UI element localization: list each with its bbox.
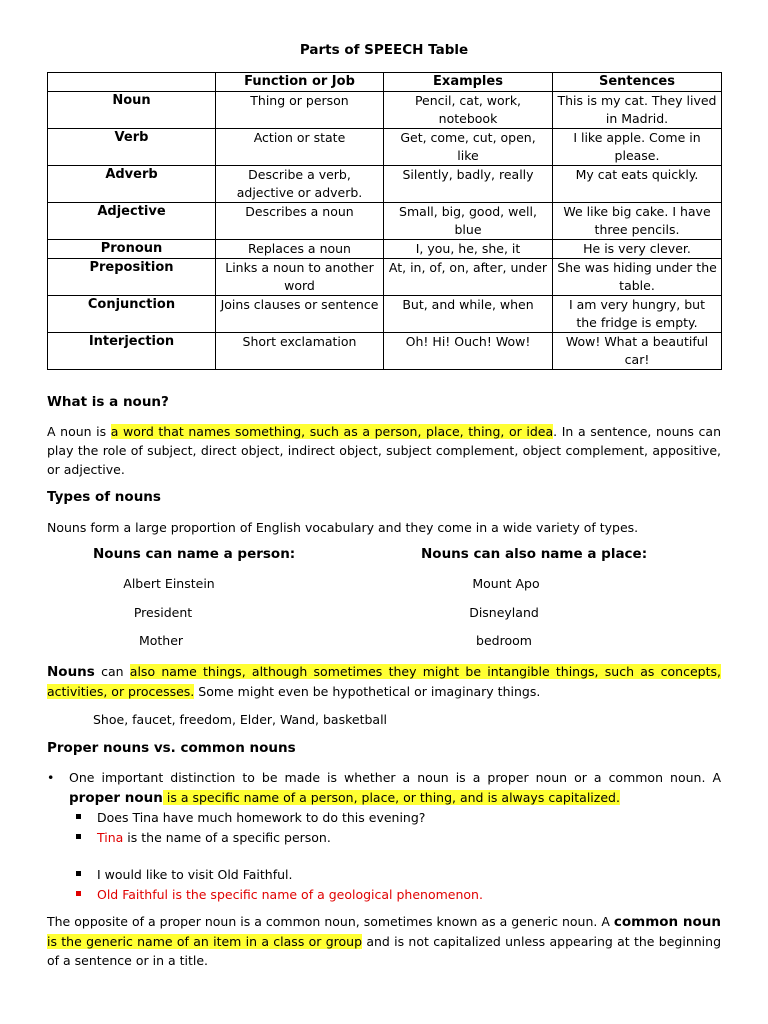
table-row (48, 166, 722, 203)
function-cell: Describes a noun (216, 203, 384, 240)
table-row (48, 92, 722, 129)
part-of-speech-cell: Adverb (48, 166, 216, 203)
highlighted-text: is a specific name of a person, place, or thing, and is always capitalized. (162, 789, 620, 805)
examples-cell: Oh! Hi! Ouch! Wow! (384, 333, 553, 370)
text-span: The opposite of a proper noun is a common noun, sometimes known as a generic noun. A (47, 914, 614, 929)
part-of-speech-cell: Adjective (48, 203, 216, 240)
sentences-cell: I am very hungry, but the fridge is empty. (553, 296, 722, 333)
text-span: A noun is (47, 424, 111, 439)
highlighted-text: a word that names something, such as a person, place, thing, or idea (110, 424, 554, 439)
sentences-cell: We like big cake. I have three pencils. (553, 203, 722, 240)
function-cell: Describe a verb, adjective or adverb. (216, 166, 384, 203)
bold-term: Nouns (47, 664, 95, 680)
parts-of-speech-table (47, 72, 722, 370)
document-title: Parts of SPEECH Table (299, 42, 469, 58)
examples-cell: Silently, badly, really (384, 166, 553, 203)
text-span: is the name of a specific person. (123, 829, 331, 845)
person-column-heading: Nouns can name a person: (93, 546, 296, 562)
function-cell: Action or state (216, 129, 384, 166)
person-example: President (133, 605, 193, 620)
square-bullet-icon (76, 871, 81, 876)
function-cell: Joins clauses or sentence (216, 296, 384, 333)
sentences-cell: She was hiding under the table. (553, 259, 722, 296)
function-cell: Thing or person (216, 92, 384, 129)
red-text: Old Faithful is the specific name of a geological phenomenon. (97, 886, 483, 902)
red-text: Tina (97, 829, 124, 845)
examples-cell: Pencil, cat, work, notebook (384, 92, 553, 129)
place-example: Disneyland (469, 605, 539, 620)
bold-term: proper noun (69, 789, 163, 806)
sentences-cell: Wow! What a beautiful car! (553, 333, 722, 370)
proper-vs-common-heading: Proper nouns vs. common nouns (47, 740, 296, 756)
sentences-cell: This is my cat. They lived in Madrid. (553, 92, 722, 129)
part-of-speech-cell: Verb (48, 129, 216, 166)
highlighted-text: is the generic name of an item in a class or group (47, 934, 363, 949)
person-example: Albert Einstein (123, 576, 215, 591)
proper-noun-list (47, 768, 721, 904)
examples-cell: I, you, he, she, it (384, 240, 553, 259)
table-header-cell (48, 73, 216, 92)
noun-things-paragraph (47, 662, 721, 701)
function-cell: Replaces a noun (216, 240, 384, 259)
square-bullet-icon (76, 891, 81, 896)
sub-list-item (47, 808, 721, 828)
sub-list-item (47, 865, 721, 885)
part-of-speech-cell: Pronoun (48, 240, 216, 259)
table-header-cell: Examples (384, 73, 553, 92)
place-column-heading: Nouns can also name a place: (421, 546, 648, 562)
text-span: One important distinction to be made is whether a noun is a proper noun or a common noun. A (69, 770, 721, 785)
part-of-speech-cell: Preposition (48, 259, 216, 296)
square-bullet-icon (76, 814, 81, 819)
common-noun-paragraph (47, 912, 721, 970)
examples-cell: At, in, of, on, after, under (384, 259, 553, 296)
person-example: Mother (138, 633, 184, 648)
text-span: . In a sentence, nouns can play the role of subject, direct object, indirect object, subject complement, object complement, appositive, or adjective. (47, 424, 721, 477)
sentences-cell: He is very clever. (553, 240, 722, 259)
table-row (48, 240, 722, 259)
examples-cell: Small, big, good, well, blue (384, 203, 553, 240)
function-cell: Short exclamation (216, 333, 384, 370)
text-span: can (94, 664, 130, 679)
text-span: Some might even be hypothetical or imaginary things. (194, 684, 541, 699)
sentences-cell: I like apple. Come in please. (553, 129, 722, 166)
sentences-cell: My cat eats quickly. (553, 166, 722, 203)
text-span: I would like to visit Old Faithful. (97, 867, 293, 882)
what-is-noun-heading: What is a noun? (47, 394, 169, 410)
list-item (47, 768, 721, 808)
highlighted-text: also name things, although sometimes they might be intangible things, such as concepts, activities, or processes. (47, 664, 721, 699)
noun-definition-paragraph (47, 422, 721, 479)
function-cell: Links a noun to another word (216, 259, 384, 296)
table-header-cell: Function or Job (216, 73, 384, 92)
sub-list-item (47, 828, 721, 848)
part-of-speech-cell: Interjection (48, 333, 216, 370)
examples-cell: But, and while, when (384, 296, 553, 333)
part-of-speech-cell: Noun (48, 92, 216, 129)
table-row (48, 296, 722, 333)
bold-term: common noun (613, 914, 721, 930)
bullet-icon: • (47, 770, 55, 785)
examples-cell: Get, come, cut, open, like (384, 129, 553, 166)
text-span: and is not capitalized unless appearing at the beginning of a sentence or in a title. (47, 934, 722, 968)
table-row (48, 203, 722, 240)
table-header-row (48, 73, 722, 92)
text-span: Does Tina have much homework to do this evening? (97, 810, 426, 825)
place-example: Mount Apo (472, 576, 540, 591)
types-intro-paragraph: Nouns form a large proportion of English vocabulary and they come in a wide variety of types. (47, 520, 639, 535)
square-bullet-icon (76, 834, 81, 839)
table-row (48, 129, 722, 166)
table-header-cell: Sentences (553, 73, 722, 92)
sub-list-item (47, 885, 721, 905)
types-of-nouns-heading: Types of nouns (47, 489, 161, 505)
place-example: bedroom (476, 633, 532, 648)
table-row (48, 333, 722, 370)
table-row (48, 259, 722, 296)
things-examples: Shoe, faucet, freedom, Elder, Wand, basketball (93, 712, 388, 727)
part-of-speech-cell: Conjunction (48, 296, 216, 333)
